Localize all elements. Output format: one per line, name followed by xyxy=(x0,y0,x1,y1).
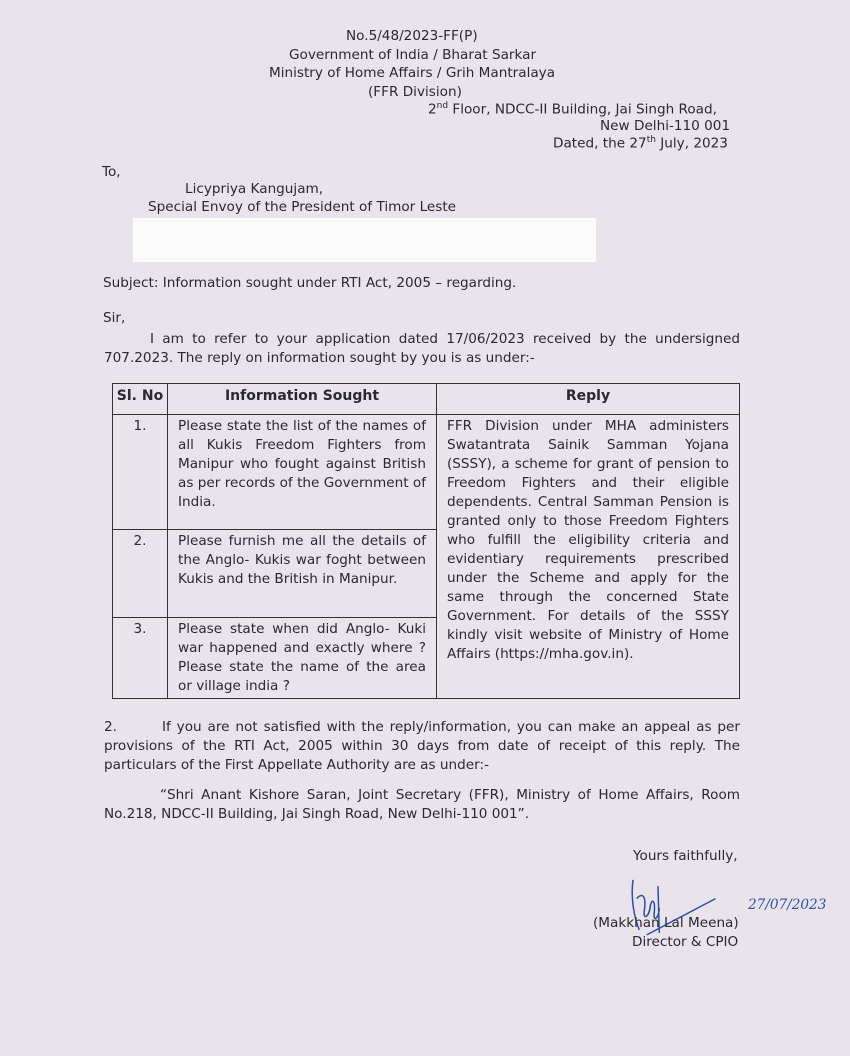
signatory-name: (Makkhan Lal Meena) xyxy=(593,915,739,931)
address-line-1 xyxy=(428,101,717,118)
date-prefix: Dated, the 27 xyxy=(553,135,647,152)
signatory-designation: Director & CPIO xyxy=(632,934,739,950)
intro-paragraph: I am to refer to your application dated 17/06/2023 received by the undersigned 707.2023. The reply on information sought by you is as under:- xyxy=(104,331,740,366)
government-name: Government of India / Bharat Sarkar xyxy=(289,47,537,63)
floor-sup: nd xyxy=(436,101,449,111)
addressee-title: Special Envoy of the President of Timor Leste xyxy=(148,199,457,215)
date-suffix: July, 2023 xyxy=(655,135,728,152)
file-number: No.5/48/2023-FF(P) xyxy=(346,28,478,44)
reply-cell: FFR Division under MHA administers Swatantrata Sainik Samman Yojana (SSSY), a scheme for grant of pension to Freedom Fighters and their eligible dependents. Central Samman Pension is granted only to those Freedom Fighters who fulfill the eligibility criteria and evidentiary requirements prescribed under the Scheme and apply for the same through the concerned State Government. For details of the SSSY kindly visit website of Ministry of Home Affairs (https://mha.gov.in). xyxy=(437,415,740,699)
appellate-authority: “Shri Anant Kishore Saran, Joint Secretary (FFR), Ministry of Home Affairs, Room No.218, NDCC-II Building, Jai Singh Road, New Delhi-110 001”. xyxy=(104,787,740,822)
salutation: Sir, xyxy=(103,310,126,326)
row-question: Please state the list of the names of all Kukis Freedom Fighters from Manipur who fought against British as per records of the Government of India. xyxy=(168,415,437,530)
table-header-row xyxy=(113,384,740,415)
header-sl-no: Sl. No xyxy=(113,384,168,415)
addressee-name: Licypriya Kangujam, xyxy=(185,181,324,197)
rti-table xyxy=(112,383,740,699)
division-name: (FFR Division) xyxy=(368,84,462,100)
signature-date: 27/07/2023 xyxy=(748,897,827,913)
row-number: 1. xyxy=(113,415,168,530)
address-text: Floor, NDCC-II Building, Jai Singh Road, xyxy=(448,101,717,118)
to-label: To, xyxy=(102,164,121,180)
header-reply: Reply xyxy=(437,384,740,415)
letter-date xyxy=(553,135,728,152)
row-number: 2. xyxy=(113,530,168,618)
redacted-address xyxy=(133,218,596,262)
ministry-name: Ministry of Home Affairs / Grih Mantralaya xyxy=(269,65,556,81)
date-sup: th xyxy=(646,135,656,145)
subject-line: Subject: Information sought under RTI Act, 2005 – regarding. xyxy=(103,275,517,291)
appeal-paragraph xyxy=(104,718,740,775)
table-row xyxy=(113,415,740,530)
address-line-2: New Delhi-110 001 xyxy=(600,118,731,134)
header-information-sought: Information Sought xyxy=(168,384,437,415)
para2-number: 2. xyxy=(104,719,117,735)
floor-number: 2 xyxy=(428,101,437,118)
row-number: 3. xyxy=(113,618,168,699)
row-question: Please state when did Anglo- Kuki war happened and exactly where ? Please state the name of the area or village india ? xyxy=(168,618,437,699)
appeal-text: If you are not satisfied with the reply/information, you can make an appeal as per provisions of the RTI Act, 2005 within 30 days from date of receipt of this reply. The particulars of the First Appellate Authority are as under:- xyxy=(104,719,740,773)
row-question: Please furnish me all the details of the Anglo- Kukis war foght between Kukis and the British in Manipur. xyxy=(168,530,437,618)
closing-yours-faithfully: Yours faithfully, xyxy=(633,848,738,864)
